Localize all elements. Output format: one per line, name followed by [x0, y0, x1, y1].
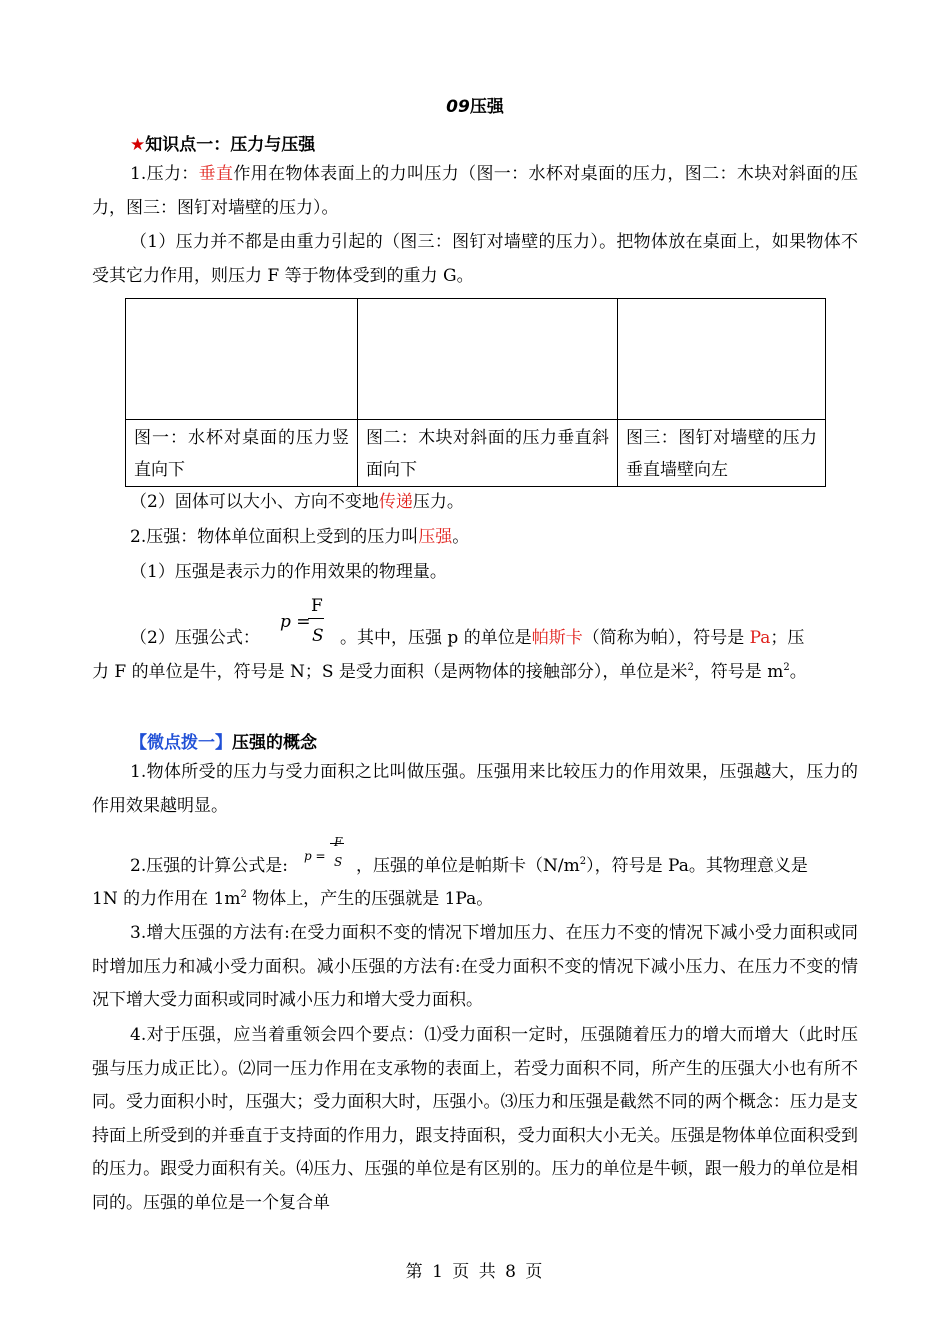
- figure-2-caption: 图二：木块对斜面的压力垂直斜面向下: [358, 420, 618, 487]
- paragraph-pressure-intensity-definition: 2.压强：物体单位面积上受到的压力叫压强。: [130, 527, 470, 547]
- figure-2-image: [358, 299, 618, 420]
- pressure-formula: p = F S: [280, 596, 324, 646]
- page-title: 09压强: [446, 97, 504, 117]
- paragraph-pressure-meaning: （1）压强是表示力的作用效果的物理量。: [130, 562, 447, 582]
- figure-1-caption: 图一：水杯对桌面的压力竖直向下: [126, 420, 358, 487]
- paragraph-tip-2: 2.压强的计算公式是: p = F S ，压强的单位是帕斯卡$(N/m^2)$，符号是 Pa。其物理意义是: [92, 826, 858, 898]
- figure-1-image: [126, 299, 358, 420]
- figure-3-image: [618, 299, 826, 420]
- figure-table: [125, 298, 826, 487]
- paragraph-tip-4: 4.对于压强，应当着重领会四个要点：⑴受力面积一定时，压强随着压力的增大而增大（此时压强与压力成正比）。⑵同一压力作用在支承物的表面上，若受力面积不同，所产生的压强大小也有所不同。受力面积小时，压强大；受力面积大时，压强小。⑶压力和压强是截然不同的两个概念：压力是支持面上所受到的并垂直于支持面的作用力，跟支持面积，受力面积大小无关。压强是物体单位面积受到的压力。跟受力面积有关。⑷压力、压强的单位是有区别的。压力的单位是牛顿，跟一般力的单位是相同的。压强的单位是一个复合单: [92, 1025, 858, 1213]
- figure-3-caption: 图三：图钉对墙壁的压力垂直墙壁向左: [618, 420, 826, 487]
- paragraph-tip-2-continued: 1N 的力作用在 $1m^2$ 物体上，产生的压强就是 1Pa。: [92, 889, 494, 909]
- section-heading-knowledge-1: ★知识点一：压力与压强: [130, 135, 316, 155]
- paragraph-pressure-definition: 1.压力：垂直作用在物体表面上的力叫压力（图一：水杯对桌面的压力，图二：木块对斜面的压力，图三：图钉对墙壁的压力）。: [92, 164, 859, 218]
- pressure-formula-small: p = F S: [304, 835, 343, 869]
- paragraph-pressure-formula: （2）压强公式： p = F S 。其中，压强 p 的单位是帕斯卡（简称为帕），符号是 Pa；压: [92, 588, 858, 656]
- paragraph-solid-transmits: （2）固体可以大小、方向不变地传递压力。: [130, 492, 464, 512]
- paragraph-formula-continued: 力 F 的单位是牛，符号是 N；S 是受力面积（是两物体的接触部分），单位是米$^2$，符号是 $m^2$。: [92, 662, 807, 682]
- paragraph-tip-3: 3.增大压强的方法有:在受力面积不变的情况下增加压力、在压力不变的情况下减小受力面积或同时增加压力和减小受力面积。减小压强的方法有:在受力面积不变的情况下减小压力、在压力不变的情况下增大受力面积或同时减小压力和增大受力面积。: [92, 923, 858, 1010]
- page-footer: 第 1 页 共 8 页: [405, 1262, 545, 1282]
- paragraph-pressure-note-1: （1）压力并不都是由重力引起的（图三：图钉对墙壁的压力）。把物体放在桌面上，如果物体不受其它力作用，则压力 F 等于物体受到的重力 G。: [92, 232, 858, 286]
- paragraph-tip-1: 1.物体所受的压力与受力面积之比叫做压强。压强用来比较压力的作用效果，压强越大，压力的作用效果越明显。: [92, 762, 858, 816]
- section-heading-tip-1: 【微点拨一】压强的概念: [130, 733, 317, 753]
- star-icon: ★: [130, 135, 146, 155]
